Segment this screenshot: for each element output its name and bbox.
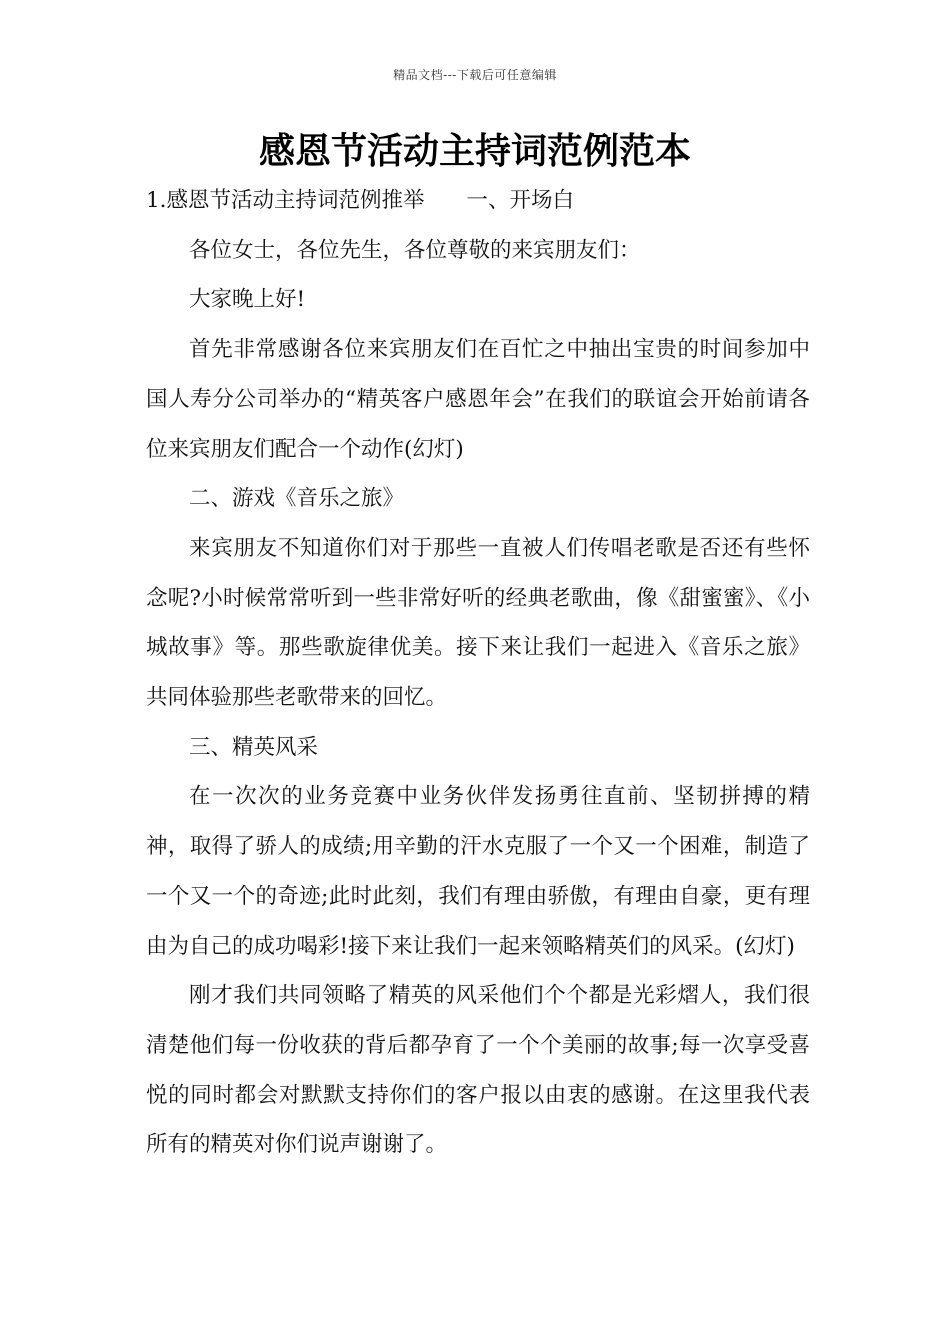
page-header: 精品文档---下载后可任意编辑	[393, 68, 557, 82]
paragraph-thanks: 首先非常感谢各位来宾朋友们在百忙之中抽出宝贵的时间参加中国人寿分公司举办的“精英客户感恩年会”在我们的联谊会开始前请各位来宾朋友们配合一个动作(幻灯)	[146, 337, 810, 462]
paragraph-greeting: 各位女士，各位先生，各位尊敬的来宾朋友们：	[189, 237, 641, 263]
section-heading-opening: 一、开场白	[466, 188, 575, 213]
document-title: 感恩节活动主持词范例范本	[258, 131, 691, 172]
paragraph-good-evening: 大家晚上好!	[189, 287, 306, 313]
section-heading-elite: 三、精英风采	[189, 734, 319, 760]
paragraph-elite-achievements: 在一次次的业务竞赛中业务伙伴发扬勇往直前、坚韧拼搏的精神，取得了骄人的成绩;用辛勤的汗水克服了一个又一个困难，制造了一个又一个的奇迹;此时此刻，我们有理由骄傲，有理由自豪，更有理由为自己的成功喝彩!接下来让我们一起来领略精英们的风采。(幻灯)	[146, 784, 810, 959]
document-body	[146, 176, 810, 1170]
numbered-heading: 1.感恩节活动主持词范例推举	[146, 188, 425, 213]
paragraph-music-journey: 来宾朋友不知道你们对于那些一直被人们传唱老歌是否还有些怀念呢?小时候常常听到一些非常好听的经典老歌曲，像《甜蜜蜜》、《小城故事》等。那些歌旋律优美。接下来让我们一起进入《音乐之旅》共同体验那些老歌带来的回忆。	[146, 535, 810, 711]
first-line	[146, 176, 810, 226]
paragraph-elite-thanks: 刚才我们共同领略了精英的风采他们个个都是光彩熠人，我们很清楚他们每一份收获的背后都孕育了一个个美丽的故事;每一次享受喜悦的同时都会对默默支持你们的客户报以由衷的感谢。在这里我代表所有的精英对你们说声谢谢了。	[146, 983, 810, 1158]
section-heading-game: 二、游戏《音乐之旅》	[189, 486, 405, 512]
